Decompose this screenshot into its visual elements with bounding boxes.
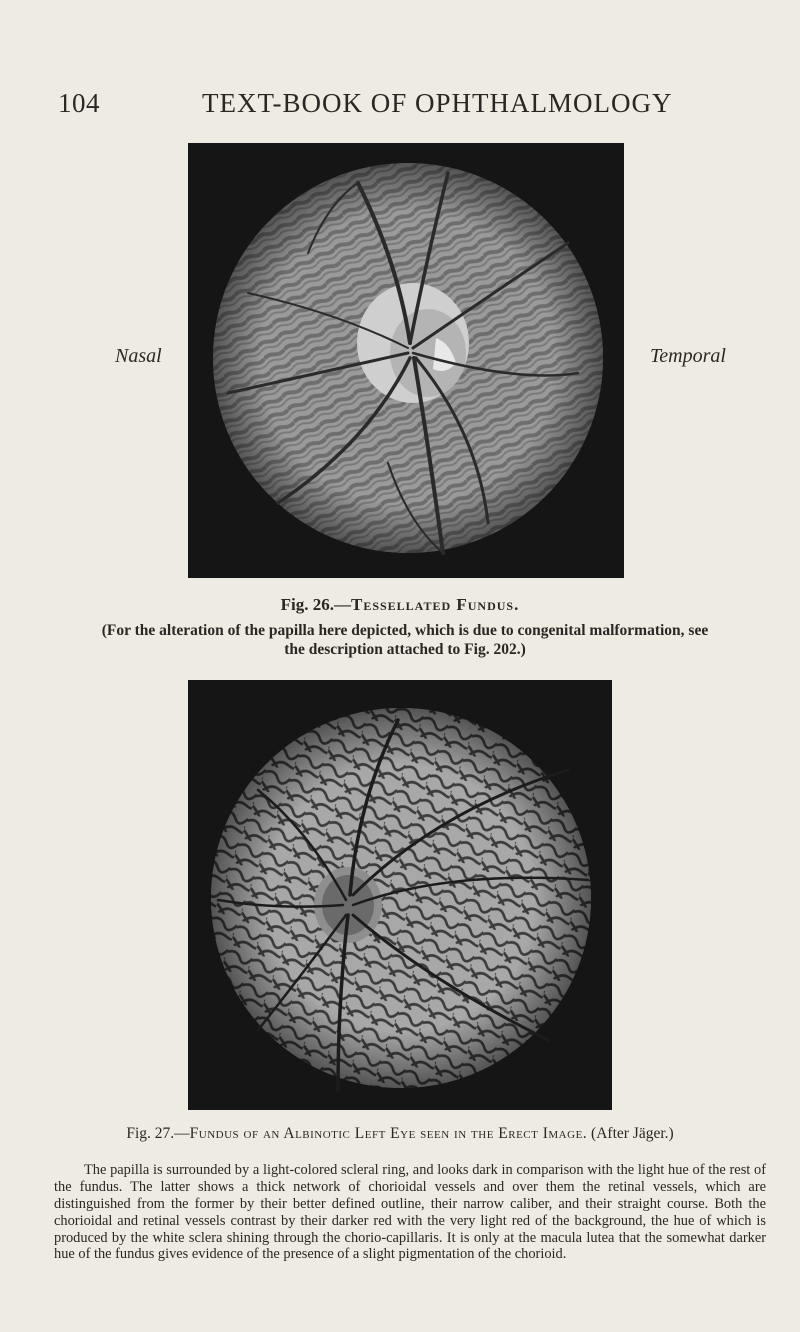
figure-27-fundus-image [188,680,612,1110]
figure-26-caption [60,595,740,615]
figure-27-caption [50,1125,750,1143]
page-header [58,88,698,128]
temporal-label: Temporal [650,345,726,367]
figure-27-description: The papilla is surrounded by a light-colored scleral ring, and looks dark in comparison with the light hue of the rest of the fundus. The latter shows a thick network of chorioidal vessels and over them the retinal vessels, which are distinguished from the former by their better defined outline, their narrow caliber, and their straight course. Both the chorioidal and retinal vessels contrast by their darker red with the very light red of the background, the hue of which is produced by the white sclera shining through the chorio-capillaris. It is only at the macula lutea that the somewhat darker hue of the fundus gives evidence of the presence of a slight pigmentation of the chorioid. [54,1162,766,1263]
running-title: TEXT-BOOK OF OPHTHALMOLOGY [202,88,673,118]
figure-26-fundus-image [188,143,624,578]
nasal-label: Nasal [115,345,162,367]
figure-27-caption-prefix: Fig. 27.— [126,1125,190,1142]
figure-26-note: (For the alteration of the papilla here depicted, which is due to congenital malformation, see the description attached to Fig. 202.) [101,622,709,658]
figure-26-caption-title: Tessellated Fundus. [350,595,520,614]
figure-27-caption-title: Fundus of an Albinotic Left Eye seen in the Erect Image. [189,1125,588,1142]
figure-27-caption-suffix: (After Jäger.) [587,1125,674,1142]
figure-26-caption-prefix: Fig. 26.— [280,595,351,614]
page-number: 104 [58,88,100,118]
